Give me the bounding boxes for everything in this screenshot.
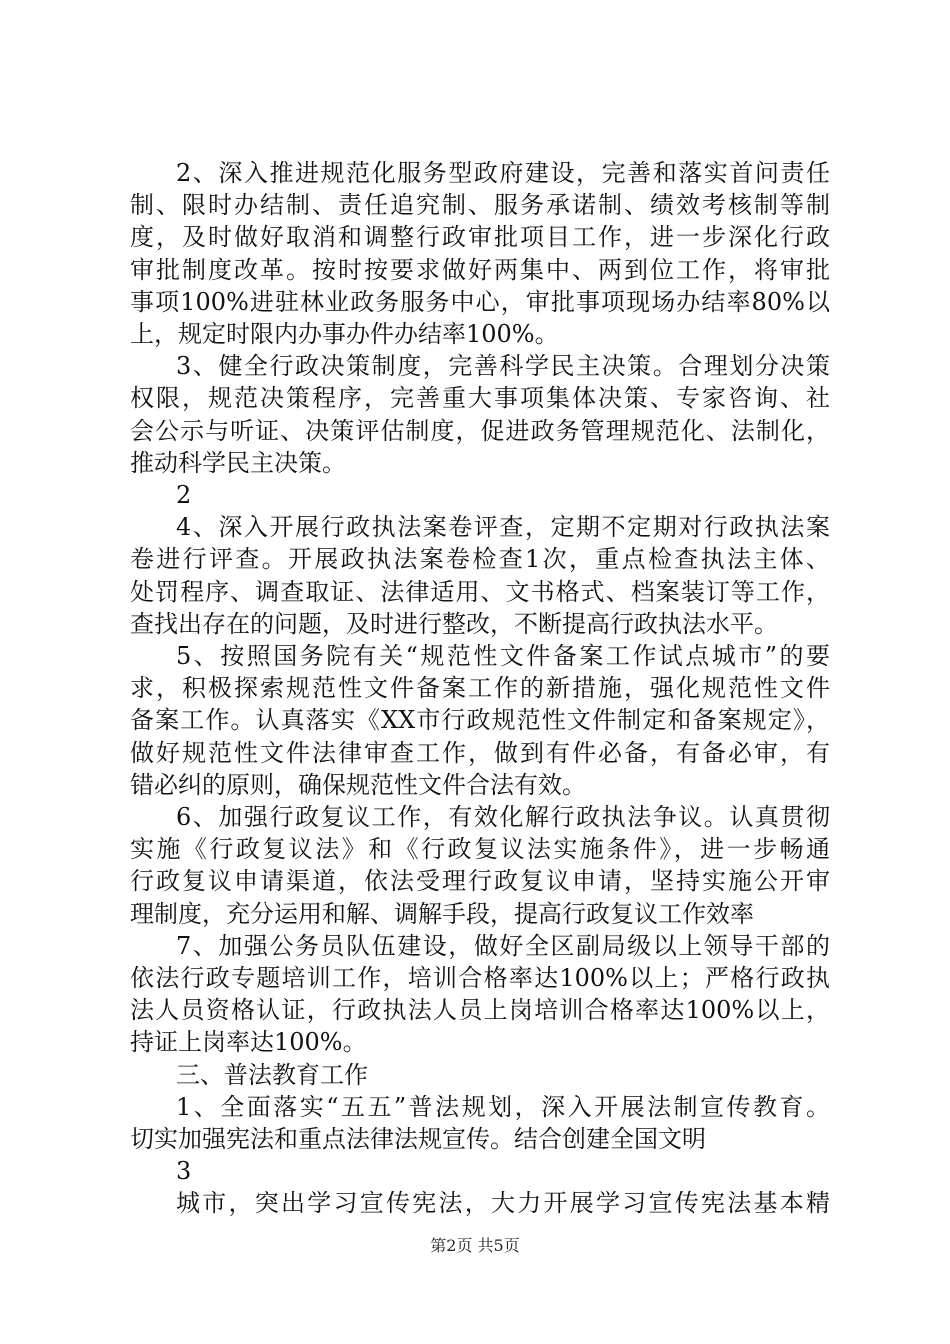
- text-line: 实施《行政复议法》和《行政复议法实施条件》，进一步畅通: [130, 835, 830, 864]
- text-line: 事项100%进驻林业政务服务中心，审批事项现场办结率80%以: [130, 287, 830, 316]
- paragraph-first-line: 3、健全行政决策制度，完善科学民主决策。合理划分决策: [176, 352, 830, 381]
- text-line: 会公示与听证、决策评估制度，促进政务管理规范化、法制化，: [130, 416, 830, 445]
- text-line: 卷进行评查。开展政执法案卷检查1次，重点检查执法主体、: [130, 545, 830, 574]
- text-line: 备案工作。认真落实《XX市行政规范性文件制定和备案规定》，: [130, 706, 830, 735]
- text-line: 依法行政专题培训工作，培训合格率达100%以上；严格行政执: [130, 964, 830, 992]
- text-line: 求，积极探索规范性文件备案工作的新措施，强化规范性文件: [130, 674, 830, 703]
- paragraph-first-line: 城市，突出学习宣传宪法，大力开展学习宣传宪法基本精: [176, 1189, 830, 1218]
- paragraph-last-line: 错必纠的原则，确保规范性文件合法有效。: [130, 770, 586, 799]
- section-heading: 三、普法教育工作: [176, 1060, 368, 1089]
- text-line: 处罚程序、调查取证、法律适用、文书格式、档案装订等工作，: [130, 577, 830, 606]
- paragraph-first-line: 5、按照国务院有关“规范性文件备案工作试点城市”的要: [176, 642, 830, 670]
- paragraph-first-line: 1、全面落实“五五”普法规划，深入开展法制宣传教育。: [176, 1092, 830, 1121]
- paragraph-first-line: 7、加强公务员队伍建设，做好全区副局级以上领导干部的: [176, 931, 830, 960]
- inline-page-number: 2: [176, 481, 192, 509]
- paragraph-first-line: 4、深入开展行政执法案卷评查，定期不定期对行政执法案: [176, 513, 830, 542]
- paragraph-last-line: 查找出存在的问题，及时进行整改，不断提高行政执法水平。: [130, 609, 778, 638]
- text-line: 法人员资格认证，行政执法人员上岗培训合格率达100%以上，: [130, 996, 830, 1025]
- paragraph-last-line: 理制度，充分运用和解、调解手段，提高行政复议工作效率: [130, 899, 754, 928]
- paragraph-first-line: 6、加强行政复议工作，有效化解行政执法争议。认真贯彻: [176, 803, 830, 831]
- text-line: 权限，规范决策程序，完善重大事项集体决策、专家咨询、社: [130, 384, 830, 413]
- inline-page-number: 3: [176, 1157, 192, 1186]
- paragraph-first-line: 2、深入推进规范化服务型政府建设，完善和落实首问责任: [176, 159, 830, 187]
- paragraph-last-line: 持证上岗率达100%。: [130, 1028, 367, 1057]
- text-line: 做好规范性文件法律审查工作，做到有件必备，有备必审，有: [130, 738, 830, 767]
- paragraph-last-line: 切实加强宪法和重点法律法规宣传。结合创建全国文明: [130, 1125, 706, 1153]
- text-line: 行政复议申请渠道，依法受理行政复议申请，坚持实施公开审: [130, 867, 830, 896]
- text-line: 制、限时办结制、责任追究制、服务承诺制、绩效考核制等制: [130, 191, 830, 220]
- paragraph-last-line: 推动科学民主决策。: [130, 448, 346, 477]
- text-line: 度，及时做好取消和调整行政审批项目工作，进一步深化行政: [130, 223, 830, 252]
- paragraph-last-line: 上，规定时限内办事办件办结率100%。: [130, 320, 559, 348]
- page-footer: 第2页 共5页: [430, 1236, 520, 1255]
- text-line: 审批制度改革。按时按要求做好两集中、两到位工作，将审批: [130, 255, 830, 284]
